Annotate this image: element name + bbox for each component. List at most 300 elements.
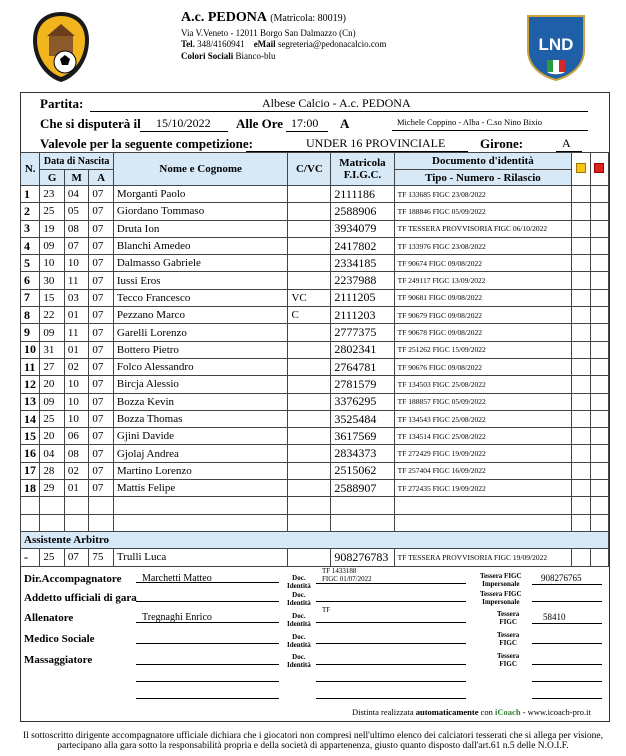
dir-doc — [322, 567, 372, 583]
addetto-doc-line — [316, 601, 466, 602]
player-row — [21, 324, 609, 341]
lnd-logo — [525, 12, 587, 82]
birth-year: 07 — [89, 307, 114, 324]
red-card-cell — [590, 307, 608, 324]
player-row — [21, 376, 609, 393]
addetto-doc-label — [287, 591, 311, 607]
competition-value: UNDER 16 PROVINCIALE — [306, 136, 446, 150]
player-role — [288, 272, 331, 289]
player-name: Gjolaj Andrea — [113, 445, 288, 462]
player-name: Bircja Alessio — [113, 376, 288, 393]
player-document: TF 133976 FIGC 23/08/2022 — [394, 237, 572, 254]
birth-day: 09 — [40, 237, 65, 254]
player-name: Giordano Tommaso — [113, 203, 288, 220]
player-name: Martino Lorenzo — [113, 462, 288, 479]
birth-month: 11 — [64, 324, 89, 341]
player-matricola: 3934079 — [331, 220, 394, 237]
addetto-tess-word2: Impersonale — [482, 598, 520, 606]
player-name: Garelli Lorenzo — [113, 324, 288, 341]
identita-word: Identità — [287, 620, 311, 628]
birth-year: 07 — [89, 480, 114, 497]
tessera-word: Tessera — [497, 610, 520, 618]
allenatore-tess-line — [532, 623, 602, 624]
header-row — [21, 153, 609, 170]
red-card-cell — [590, 255, 608, 272]
massaggiatore-line — [136, 664, 279, 665]
player-number: 8 — [21, 307, 40, 324]
massaggiatore-doc-line — [316, 664, 466, 665]
allenatore-doc-line — [316, 622, 466, 623]
yellow-card-cell — [572, 255, 590, 272]
assistant-header-row — [21, 531, 609, 548]
birth-month: 08 — [64, 445, 89, 462]
figc-word: FIGC — [499, 660, 517, 668]
birth-month: 07 — [64, 237, 89, 254]
birth-month: 02 — [64, 462, 89, 479]
declaration-line-2: partecipano alla gara sotto la responsabilità propria e della società di appartenenza, giusto quanto disposto dall'art.61 n.5 delle N.O.I.F. — [57, 741, 569, 751]
player-name: Gjini Davide — [113, 428, 288, 445]
player-role — [288, 462, 331, 479]
birth-day: 28 — [40, 462, 65, 479]
player-document: TF 257404 FIGC 16/09/2022 — [394, 462, 572, 479]
figc-word: FIGC — [499, 618, 517, 626]
player-matricola: 2777375 — [331, 324, 394, 341]
dir-tess-word: Tessera FIGC — [480, 572, 522, 580]
allenatore-label: Allenatore — [24, 612, 74, 624]
assistant-matricola: 908276783 — [331, 549, 394, 566]
player-document: TF 90678 FIGC 09/08/2022 — [394, 324, 572, 341]
player-role — [288, 393, 331, 410]
doc-word: Doc. — [292, 653, 306, 661]
player-number: 17 — [21, 462, 40, 479]
players-table — [20, 152, 609, 567]
col-cvc: C/VC — [288, 153, 331, 186]
player-role — [288, 445, 331, 462]
player-role — [288, 480, 331, 497]
birth-year: 07 — [89, 203, 114, 220]
yellow-card-cell — [572, 410, 590, 427]
birth-year: 07 — [89, 376, 114, 393]
player-row — [21, 428, 609, 445]
player-matricola: 2588906 — [331, 203, 394, 220]
massaggiatore-doc-label — [287, 653, 311, 669]
birth-year: 07 — [89, 462, 114, 479]
birth-month: 03 — [64, 289, 89, 306]
player-name: Tecco Francesco — [113, 289, 288, 306]
yellow-card-cell — [572, 428, 590, 445]
birth-month: 01 — [64, 480, 89, 497]
player-name: Dalmasso Gabriele — [113, 255, 288, 272]
red-card-cell — [590, 272, 608, 289]
club-tel: 348/4160941 — [197, 39, 245, 49]
player-row — [21, 358, 609, 375]
player-matricola: 2111186 — [331, 186, 394, 203]
birth-year: 07 — [89, 358, 114, 375]
partita-label: Partita: — [40, 96, 84, 111]
birth-day: 19 — [40, 220, 65, 237]
partita-value: Albese Calcio - A.c. PEDONA — [262, 96, 411, 110]
player-document: TF 272429 FIGC 19/09/2022 — [394, 445, 572, 462]
player-number: 13 — [21, 393, 40, 410]
allenatore-tess: 58410 — [543, 612, 566, 622]
addetto-line — [136, 601, 279, 602]
player-document: TF 133685 FIGC 23/08/2022 — [394, 186, 572, 203]
yellow-card-cell — [572, 307, 590, 324]
player-role — [288, 358, 331, 375]
birth-year: 07 — [89, 393, 114, 410]
birth-day: 31 — [40, 341, 65, 358]
player-role — [288, 376, 331, 393]
player-number: 7 — [21, 289, 40, 306]
tessera-word: Tessera — [497, 652, 520, 660]
birth-day: 29 — [40, 480, 65, 497]
yellow-card-cell — [572, 203, 590, 220]
player-row — [21, 410, 609, 427]
player-name: Bozza Thomas — [113, 410, 288, 427]
player-document: TF 134503 FIGC 25/08/2022 — [394, 376, 572, 393]
birth-month: 01 — [64, 307, 89, 324]
birth-month: 10 — [64, 376, 89, 393]
col-birth: Data di Nascita — [40, 153, 114, 170]
yellow-card-cell — [572, 237, 590, 254]
player-name: Pezzano Marco — [113, 307, 288, 324]
dir-doc-release: FIGC 01/07/2022 — [322, 575, 372, 583]
player-number: 10 — [21, 341, 40, 358]
player-role: C — [288, 307, 331, 324]
birth-day: 25 — [40, 410, 65, 427]
player-role — [288, 324, 331, 341]
birth-month: 04 — [64, 186, 89, 203]
player-matricola: 3376295 — [331, 393, 394, 410]
club-contacts — [181, 39, 386, 49]
dir-doc-line — [316, 583, 466, 584]
player-document: TF 134543 FIGC 25/08/2022 — [394, 410, 572, 427]
player-matricola: 2334185 — [331, 255, 394, 272]
player-row — [21, 203, 609, 220]
allenatore-name: Tregnaghi Enrico — [142, 612, 212, 623]
player-row — [21, 445, 609, 462]
lnd-logo-text: LND — [538, 35, 574, 54]
brand-name: iCoach — [495, 707, 521, 717]
player-row — [21, 307, 609, 324]
red-card-cell — [590, 203, 608, 220]
red-card-cell — [590, 237, 608, 254]
medico-doc-label — [287, 633, 311, 649]
birth-day: 20 — [40, 376, 65, 393]
yellow-card-cell — [572, 358, 590, 375]
col-doc: Documento d'identità — [394, 153, 572, 170]
competition-label: Valevole per la seguente competizione: — [40, 136, 254, 151]
allenatore-doc-label — [287, 612, 311, 628]
identita-word: Identità — [287, 582, 311, 590]
venue-value: Michele Coppino - Alba - C.so Nino Bixio — [397, 117, 542, 127]
birth-day: 20 — [40, 428, 65, 445]
identita-word: Identità — [287, 641, 311, 649]
player-row — [21, 220, 609, 237]
birth-day: 04 — [40, 445, 65, 462]
massaggiatore-tess-label — [497, 652, 519, 668]
red-card-cell — [590, 341, 608, 358]
birth-month: 05 — [64, 203, 89, 220]
addetto-tess-label — [480, 590, 522, 606]
player-document: TF 90674 FIGC 09/08/2022 — [394, 255, 572, 272]
birth-day: 15 — [40, 289, 65, 306]
player-row — [21, 341, 609, 358]
player-row — [21, 237, 609, 254]
doc-word: Doc. — [292, 574, 306, 582]
birth-month: 11 — [64, 272, 89, 289]
player-number: 15 — [21, 428, 40, 445]
birth-day: 27 — [40, 358, 65, 375]
player-role — [288, 410, 331, 427]
red-card-cell — [590, 358, 608, 375]
medico-line — [136, 643, 279, 644]
club-matricola: (Matricola: 80019) — [270, 13, 346, 24]
assistant-red — [590, 549, 608, 566]
club-colors — [181, 51, 276, 61]
player-number: 16 — [21, 445, 40, 462]
player-row — [21, 462, 609, 479]
dir-tess: 908276765 — [541, 573, 582, 583]
identita-word: Identità — [287, 661, 311, 669]
birth-day: 10 — [40, 255, 65, 272]
col-red — [590, 153, 608, 186]
birth-month: 06 — [64, 428, 89, 445]
yellow-card-cell — [572, 324, 590, 341]
assistant-row — [21, 549, 609, 566]
declaration — [0, 731, 626, 751]
player-name: Bozza Kevin — [113, 393, 288, 410]
assistant-label: Assistente Arbitro — [21, 531, 609, 548]
girone-value: A — [562, 136, 571, 150]
extra-doc-line-1 — [316, 681, 466, 682]
player-number: 2 — [21, 203, 40, 220]
player-document: TF 90676 FIGC 09/08/2022 — [394, 358, 572, 375]
dir-tess-line — [532, 584, 602, 585]
assistant-n: - — [21, 549, 40, 566]
yellow-card-cell — [572, 220, 590, 237]
player-document: TF 90679 FIGC 09/08/2022 — [394, 307, 572, 324]
player-matricola: 2802341 — [331, 341, 394, 358]
yellow-card-cell — [572, 445, 590, 462]
assistant-doc: TF TESSERA PROVVISORIA FIGC 19/09/2022 — [394, 549, 572, 566]
doc-word: Doc. — [292, 633, 306, 641]
birth-month: 01 — [64, 341, 89, 358]
player-role — [288, 428, 331, 445]
col-figc-label: F.I.G.C. — [343, 169, 382, 181]
player-matricola: 2781579 — [331, 376, 394, 393]
player-role — [288, 341, 331, 358]
birth-year: 07 — [89, 445, 114, 462]
dir-doc-label — [287, 574, 311, 590]
medico-doc-line — [316, 643, 466, 644]
birth-year: 07 — [89, 341, 114, 358]
girone-label: Girone: — [480, 136, 524, 151]
red-card-cell — [590, 220, 608, 237]
generated-prefix: Distinta realizzata — [352, 707, 414, 717]
player-number: 6 — [21, 272, 40, 289]
birth-year: 07 — [89, 289, 114, 306]
player-name: Iussi Eros — [113, 272, 288, 289]
red-card-cell — [590, 462, 608, 479]
player-document: TF 249117 FIGC 13/09/2022 — [394, 272, 572, 289]
empty-row — [21, 497, 609, 514]
brand-site: - www.icoach-pro.it — [522, 707, 591, 717]
birth-day: 09 — [40, 393, 65, 410]
player-role — [288, 237, 331, 254]
email-label: eMail — [253, 39, 276, 49]
col-g: G — [40, 170, 65, 186]
player-number: 12 — [21, 376, 40, 393]
time-value: 17:00 — [291, 116, 319, 130]
player-row — [21, 393, 609, 410]
doc-word: Doc. — [292, 612, 306, 620]
player-name: Folco Alessandro — [113, 358, 288, 375]
player-document: TF 134514 FIGC 25/08/2022 — [394, 428, 572, 445]
extra-tess-line-2 — [532, 698, 602, 699]
extra-line-1 — [136, 681, 279, 682]
yellow-card-cell — [572, 393, 590, 410]
red-card-cell — [590, 324, 608, 341]
allenatore-tess-label — [497, 610, 519, 626]
yellow-card-cell — [572, 186, 590, 203]
red-card-icon — [594, 163, 604, 173]
birth-year: 07 — [89, 237, 114, 254]
assistant-name: Trulli Luca — [113, 549, 288, 566]
red-card-cell — [590, 186, 608, 203]
red-card-cell — [590, 393, 608, 410]
player-matricola: 2834373 — [331, 445, 394, 462]
birth-day: 22 — [40, 307, 65, 324]
medico-tess-line — [532, 643, 602, 644]
extra-tess-line-1 — [532, 681, 602, 682]
player-number: 5 — [21, 255, 40, 272]
col-a: A — [89, 170, 114, 186]
declaration-line-1: Il sottoscritto dirigente accompagnatore ufficiale dichiara che i giocatori non compresi nell'ultimo elenco dei calciatori tesserati che si allega per visione, — [22, 731, 604, 741]
col-matricola — [331, 153, 394, 186]
birth-year: 07 — [89, 428, 114, 445]
birth-month: 10 — [64, 393, 89, 410]
red-card-cell — [590, 289, 608, 306]
col-yellow — [572, 153, 590, 186]
player-number: 9 — [21, 324, 40, 341]
col-m: M — [64, 170, 89, 186]
birth-day: 23 — [40, 186, 65, 203]
venue-label: A — [340, 116, 350, 131]
red-card-cell — [590, 445, 608, 462]
massaggiatore-tess-line — [532, 664, 602, 665]
player-document: TF TESSERA PROVVISORIA FIGC 06/10/2022 — [394, 220, 572, 237]
generated-con: con — [480, 707, 493, 717]
dir-doc-number: TF 1433188 — [322, 567, 357, 575]
club-email: segreteria@pedonacalcio.com — [277, 39, 387, 49]
doc-word: Doc. — [292, 591, 306, 599]
empty-row — [21, 514, 609, 531]
birth-month: 10 — [64, 410, 89, 427]
generated-credit — [352, 707, 591, 717]
club-title — [181, 9, 346, 26]
player-document: TF 251262 FIGC 15/09/2022 — [394, 341, 572, 358]
birth-day: 30 — [40, 272, 65, 289]
birth-month: 02 — [64, 358, 89, 375]
birth-month: 10 — [64, 255, 89, 272]
yellow-card-cell — [572, 376, 590, 393]
birth-year: 07 — [89, 255, 114, 272]
allenatore-doc: TF — [322, 606, 331, 614]
player-role — [288, 220, 331, 237]
col-doc-sub: Tipo - Numero - Rilascio — [394, 170, 572, 186]
player-matricola: 2417802 — [331, 237, 394, 254]
player-role: VC — [288, 289, 331, 306]
dir-tess-label — [480, 572, 522, 588]
yellow-card-cell — [572, 480, 590, 497]
player-role — [288, 203, 331, 220]
colors-value: Bianco-blu — [235, 51, 276, 61]
col-name: Nome e Cognome — [113, 153, 288, 186]
assistant-m: 07 — [64, 549, 89, 566]
extra-doc-line-2 — [316, 698, 466, 699]
birth-year: 07 — [89, 410, 114, 427]
player-row — [21, 186, 609, 203]
identita-word: Identità — [287, 599, 311, 607]
club-address: Via V.Veneto - 12011 Borgo San Dalmazzo (Cn) — [181, 28, 356, 38]
colors-label: Colori Sociali — [181, 51, 234, 61]
player-number: 18 — [21, 480, 40, 497]
player-number: 1 — [21, 186, 40, 203]
player-document: TF 188857 FIGC 05/09/2022 — [394, 393, 572, 410]
dir-name: Marchetti Matteo — [142, 573, 212, 584]
player-matricola: 2764781 — [331, 358, 394, 375]
birth-year: 07 — [89, 186, 114, 203]
red-card-cell — [590, 428, 608, 445]
red-card-cell — [590, 410, 608, 427]
player-number: 3 — [21, 220, 40, 237]
player-matricola: 2515062 — [331, 462, 394, 479]
yellow-card-icon — [576, 163, 586, 173]
player-role — [288, 255, 331, 272]
yellow-card-cell — [572, 462, 590, 479]
birth-year: 07 — [89, 324, 114, 341]
red-card-cell — [590, 480, 608, 497]
player-number: 4 — [21, 237, 40, 254]
col-matricola-label: Matricola — [339, 157, 386, 169]
player-name: Mattis Felipe — [113, 480, 288, 497]
medico-label: Medico Sociale — [24, 633, 95, 645]
player-row — [21, 480, 609, 497]
medico-tess-label — [497, 631, 519, 647]
extra-line-2 — [136, 698, 279, 699]
date-label: Che si disputerà il — [40, 116, 141, 131]
player-document: TF 188846 FIGC 05/09/2022 — [394, 203, 572, 220]
player-matricola: 2111205 — [331, 289, 394, 306]
col-n: N. — [21, 153, 40, 186]
player-document: TF 272435 FIGC 19/09/2022 — [394, 480, 572, 497]
addetto-label: Addetto ufficiali di gara — [24, 592, 137, 604]
player-row — [21, 255, 609, 272]
player-name: Druta Ion — [113, 220, 288, 237]
addetto-tess-word: Tessera FIGC — [480, 590, 522, 598]
yellow-card-cell — [572, 272, 590, 289]
player-matricola: 2237988 — [331, 272, 394, 289]
player-row — [21, 289, 609, 306]
dir-tess-word2: Impersonale — [482, 580, 520, 588]
tessera-word: Tessera — [497, 631, 520, 639]
birth-month: 08 — [64, 220, 89, 237]
time-label: Alle Ore — [236, 116, 284, 131]
dir-label: Dir.Accompagnatore — [24, 573, 122, 585]
player-name: Blanchi Amedeo — [113, 237, 288, 254]
yellow-card-cell — [572, 289, 590, 306]
